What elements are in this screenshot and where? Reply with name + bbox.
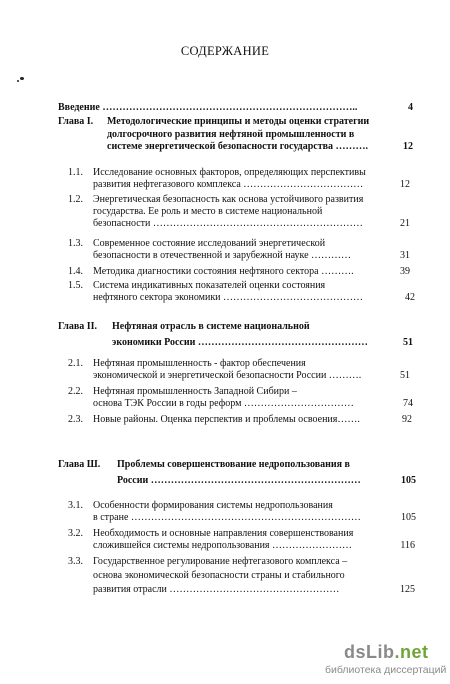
toc-entry-text: Государственное регулирование нефтегазового комплекса – bbox=[93, 556, 348, 567]
toc-entry-text: Нефтяная промышленность - фактор обеспечения bbox=[93, 358, 306, 369]
toc-entry-page: 51 bbox=[400, 370, 410, 381]
toc-entry-text: Новые районы. Оценка перспектив и проблемы освоения……. bbox=[93, 414, 360, 425]
toc-entry-text: Энергетическая безопасность как основа устойчивого развития bbox=[93, 194, 364, 205]
toc-entry-text: нефтяного сектора экономики …………………………………… bbox=[93, 292, 364, 303]
watermark-subtitle: библиотека диссертаций bbox=[325, 664, 447, 676]
toc-entry-text: экономической и энергетической безопасности России ………. bbox=[93, 370, 362, 381]
toc-entry-text: системе энергетической безопасности государства ………. bbox=[107, 141, 369, 152]
toc-entry-text: основа ТЭК России в годы реформ …………………………… bbox=[93, 398, 354, 409]
toc-entry-text: Исследование основных факторов, определяющих перспективы bbox=[93, 167, 366, 178]
page-title: СОДЕРЖАНИЕ bbox=[180, 44, 270, 58]
toc-entry-page: 125 bbox=[400, 584, 415, 595]
watermark-logo: dsLib.net bbox=[344, 642, 429, 662]
toc-entry-page: 92 bbox=[402, 414, 412, 425]
toc-entry-number: Глава Ш. bbox=[58, 459, 101, 470]
toc-entry-text: Нефтяная отрасль в системе национальной bbox=[112, 321, 310, 332]
toc-entry-number: 3.3. bbox=[68, 556, 83, 567]
toc-entry-number: Глава II. bbox=[58, 321, 98, 332]
toc-entry-number: 3.2. bbox=[68, 528, 83, 539]
toc-entry-text: Необходимость и основные направления совершенствования bbox=[93, 528, 354, 539]
toc-entry-number: Глава I. bbox=[58, 116, 94, 127]
toc-entry-number: 1.2. bbox=[68, 194, 83, 205]
toc-entry-page: 12 bbox=[403, 141, 413, 152]
toc-entry-page: 105 bbox=[401, 475, 416, 486]
toc-entry-number: 1.5. bbox=[68, 280, 83, 291]
toc-entry-text: экономики России …………………………………………… bbox=[112, 337, 368, 348]
toc-entry-page: 4 bbox=[408, 102, 413, 113]
toc-entry-page: 74 bbox=[403, 398, 413, 409]
toc-entry-text: основа экономической безопасности страны и стабильного bbox=[93, 570, 345, 581]
toc-entry-page: 116 bbox=[400, 540, 415, 551]
toc-entry-text: безопасности в отечественной и зарубежной науке ………… bbox=[93, 250, 352, 261]
toc-entry-number: 1.4. bbox=[68, 266, 83, 277]
toc-entry-text: Методика диагностики состояния нефтяного сектора ………. bbox=[93, 266, 354, 277]
toc-entry-text: долгосрочного развития нефтяной промышленности в bbox=[107, 128, 355, 140]
toc-entry-page: 21 bbox=[400, 218, 410, 229]
toc-entry-number: 3.1. bbox=[68, 500, 83, 511]
toc-entry-text: Современное состояние исследований энергетической bbox=[93, 238, 326, 249]
toc-entry-page: 42 bbox=[405, 292, 415, 303]
toc-entry-text: Нефтяная промышленность Западной Сибири – bbox=[93, 386, 297, 397]
toc-entry-number: 2.3. bbox=[68, 414, 83, 425]
toc-entry-page: 39 bbox=[400, 266, 410, 277]
toc-entry-text: Введение ………………………………………………………………….. bbox=[58, 102, 358, 113]
toc-entry-number: 2.2. bbox=[68, 386, 83, 397]
toc-entry-text: развития нефтегазового комплекса ……………………………… bbox=[93, 179, 364, 190]
toc-entry-text: развития отрасли …………………………………………… bbox=[93, 584, 340, 595]
toc-entry-text: Особенности формирования системы недропользования bbox=[93, 500, 333, 511]
toc-entry-number: 2.1. bbox=[68, 358, 83, 369]
toc-entry-page: 105 bbox=[401, 512, 416, 523]
toc-entry-text: государства. Ее роль и место в системе национальной bbox=[93, 206, 323, 217]
toc-entry-page: 51 bbox=[403, 337, 413, 348]
toc-entry-text: Методологические принципы и методы оценки стратегии bbox=[107, 116, 370, 127]
toc-entry-text: безопасности ……………………………………………………… bbox=[93, 218, 363, 229]
toc-entry-text: России ……………………………………………………… bbox=[117, 475, 361, 486]
toc-entry-text: сложившейся системы недропользования …………………… bbox=[93, 540, 353, 551]
toc-entry-text: в стране …………………………………………………………… bbox=[93, 512, 361, 523]
toc-entry-page: 31 bbox=[400, 250, 410, 261]
toc-entry-page: 12 bbox=[400, 179, 410, 190]
toc-entry-text: Система индикативных показателей оценки состояния bbox=[93, 280, 326, 291]
toc-entry-number: 1.1. bbox=[68, 167, 83, 178]
toc-entry-text: Проблемы совершенствование недропользования в bbox=[117, 459, 350, 470]
toc-entry-number: 1.3. bbox=[68, 238, 83, 249]
